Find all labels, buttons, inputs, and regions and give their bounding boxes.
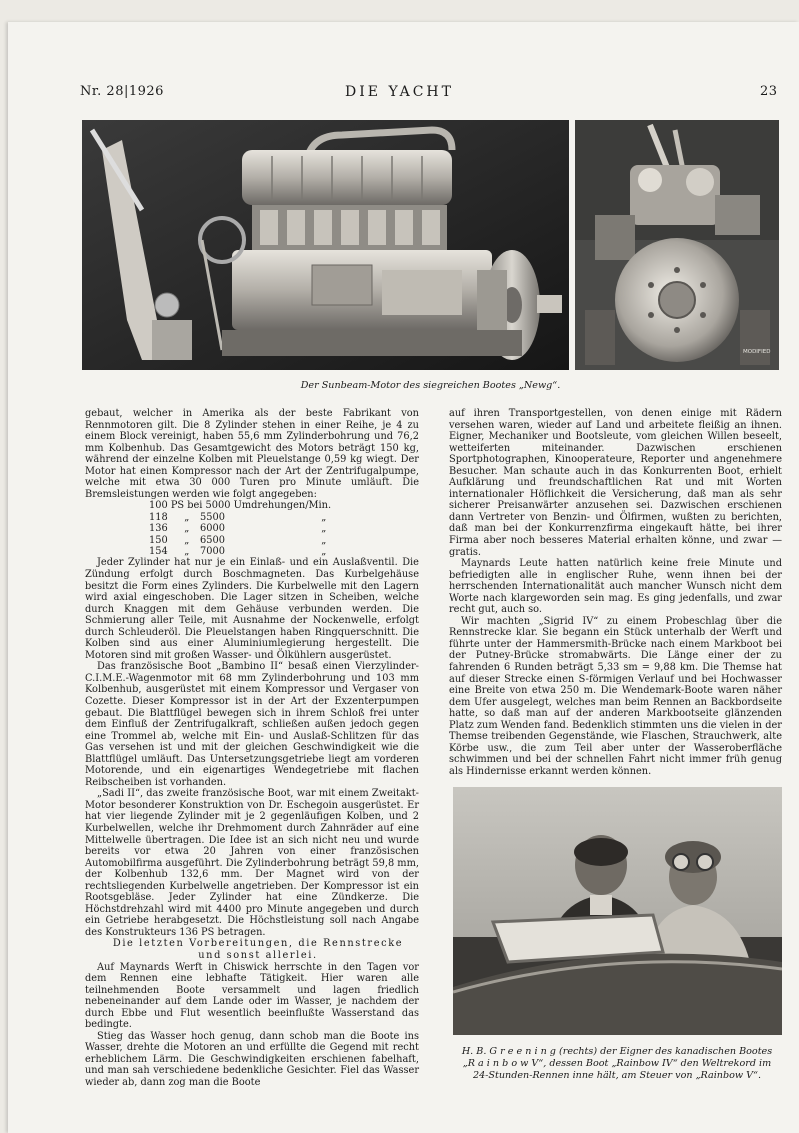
engine-side-photo: [82, 120, 569, 370]
paragraph: auf ihren Transportgestellen, von denen einige mit Rädern versehen waren, wieder auf Land und arbeitete fleißig an ihnen. Eigner, Mechaniker und Bootsleute, vom gleichen Willen beseelt, wetteiferten miteinander. Dazwischen erschienen Sportphotographen, Kinooperateure, Reporter und angenehmere Besucher. Man schaute auch in das Konkurrenten Boot, erhielt Aufklärung und freundschaftlichen Rat und mit Worten internationaler Höflichkeit die Versicherung, daß man als sehr sicherer Preisanwärter anzusehen sei. Dazwischen erschienen dann Vertreter von Benzin- und Ölfirmen, wußten zu berichten, daß man bei der Konkurrenzfirma eingekauft hätte, bei ihrer Firma aber noch besseres Material erhalten könne, und zwar — gratis.: [449, 408, 782, 558]
perf-ditto: „: [321, 523, 327, 535]
engine-caption: Der Sunbeam-Motor des siegreichen Bootes „Newg“.: [300, 380, 561, 391]
paragraph: „Sadi II“, das zweite französische Boot, war mit einem Zweitakt-Motor besonderer Konstruktion von Dr. Eschegoin ausgerüstet. Er hat vier liegende Zylinder mit je 2 gegenläufigen Kolben, und 2 Kurbelwellen, welche ihr Drehmoment durch Zahnräder auf eine Mittelwelle übertragen. Die Idee ist an sich nicht neu und wurde bereits vor etwa 20 Jahren von einer französischen Automobilfirma ausgeführt. Die Zylinderbohrung beträgt 59,8 mm, der Kolbenhub 132,6 mm. Der Magnet wird von der rechtsliegenden Kurbelwelle angetrieben. Der Kompressor ist ein Rootsgebläse. Jeder Zylinder hat eine Zündkerze. Die Höchstdrehzahl wird mit 4400 pro Minute angegeben und durch ein Getriebe herabgesetzt. Die Höchstleistung soll nach Angabe des Konstrukteurs 136 PS betragen.: [85, 788, 419, 938]
section-heading: Die letzten Vorbereitungen, die Rennstrecke: [112, 938, 404, 950]
boat-crew-illustration: [453, 787, 782, 1035]
engine-side-illustration: [82, 120, 569, 370]
perf-rpm: 6000: [200, 523, 225, 535]
perf-ps: 118: [149, 511, 168, 523]
table-row: [149, 512, 337, 523]
table-row: [149, 500, 337, 511]
photo-watermark: MODIFIED: [743, 349, 771, 355]
engine-front-photo: [575, 120, 779, 370]
performance-header: 100 PS bei 5000 Umdrehungen/Min.: [149, 500, 332, 512]
table-row: [149, 546, 337, 557]
engine-front-illustration: [575, 120, 779, 370]
table-row: [149, 523, 337, 534]
paragraph: Maynards Leute hatten natürlich keine freie Minute und befriedigten alle in englischer Ruhe, wenn ihnen bei der herrschenden Internationalität auch mancher Wunsch nicht dem Worte nach klargeworden sein mag. Es ging jedenfalls, und zwar recht gut, auch so.: [449, 558, 782, 616]
issue-number: Nr. 28|1926: [80, 84, 164, 99]
left-column: [85, 408, 419, 1089]
perf-ditto: „: [184, 546, 190, 557]
crew-caption-line: „R a i n b o w V“, dessen Boot „Rainbow IV“ den Weltrekord im: [462, 1058, 772, 1069]
paragraph: Wir machten „Sigrid IV“ zu einem Probeschlag über die Rennstrecke klar. Sie begann ein Stück unterhalb der Werft und führte unter der Hammersmith-Brücke nach einem Markboot bei der Putney-Brücke stromabwärts. Die Länge einer der zu fahrenden 6 Runden beträgt 5,33 sm = 9,88 km. Die Themse hat auf dieser Strecke einen S-förmigen Verlauf und bei Hochwasser eine Breite von etwa 250 m. Die Wendemark-Boote waren näher dem Ufer ausgelegt, welches man beim Rennen an Backbordseite hatte, so daß man auf der anderen Markbootseite glänzenden Platz zum Wenden fand. Bedenklich stimmten uns die vielen in der Themse treibenden Gegenstände, wie Flaschen, Strauchwerk, alte Körbe usw., die zum Teil aber unter der Wasseroberfläche schwimmen und bei der schnellen Fahrt nicht immer früh genug als Hindernisse erkannt werden können.: [449, 615, 782, 777]
performance-table: [149, 500, 337, 557]
crew-caption-line: H. B. G r e e n i n g (rechts) der Eigner des kanadischen Bootes: [461, 1046, 773, 1057]
section-heading: und sonst allerlei.: [198, 950, 318, 961]
crew-caption-line: 24-Stunden-Rennen inne hält, am Steuer von „Rainbow V“.: [472, 1070, 762, 1081]
paragraph: Auf Maynards Werft in Chiswick herrschte in den Tagen vor dem Rennen eine lebhafte Tätigkeit. Hier waren alle teilnehmenden Boote versammelt und lagen friedlich nebeneinander auf dem Lande oder im Wasser, je nachdem der durch Ebbe und Flut wesentlich beeinflußte Wasserstand das bedingte.: [85, 961, 419, 1031]
perf-ditto: „: [184, 511, 190, 523]
right-column: [449, 408, 782, 778]
paragraph: Stieg das Wasser hoch genug, dann schob man die Boote ins Wasser, drehte die Motoren an und erfüllte die Gegend mit recht erheblichem Lärm. Die Geschwindigkeiten erschienen fabelhaft, und man sah verschiedene bedenkliche Gesichter. Fiel das Wasser wieder ab, dann zog man die Boote: [85, 1030, 419, 1089]
perf-ps: 154: [149, 546, 168, 557]
perf-rpm: 6500: [200, 534, 225, 546]
crew-caption: [449, 1046, 785, 1082]
table-row: [149, 535, 337, 546]
perf-rpm: 7000: [200, 546, 225, 557]
perf-ditto: „: [321, 546, 327, 557]
perf-ditto: „: [184, 523, 190, 535]
paragraph: Jeder Zylinder hat nur je ein Einlaß- und ein Auslaßventil. Die Zündung erfolgt durch Boschmagneten. Das Kurbelgehäuse besitzt die Form eines Zylinders. Die Kurbelwelle mit den Lagern wird axial eingeschoben. Die Lager sitzen in Scheiben, welche durch Knaggen mit dem Gehäuse verbunden werden. Die Schmierung aller Teile, mit Ausnahme der Nockenwelle, erfolgt durch Schleuderöl. Die Pleuelstangen haben Ringquerschnitt. Die Kolben sind aus einer Aluminiumlegierung hergestellt. Die Motoren sind mit großen Wasser- und Ölkühlern ausgerüstet.: [85, 557, 419, 661]
boat-crew-photo: [453, 787, 782, 1035]
perf-ditto: „: [321, 511, 327, 523]
perf-rpm: 5500: [200, 511, 225, 523]
page-number: 23: [760, 84, 778, 99]
perf-ditto: „: [184, 534, 190, 546]
perf-ps: 150: [149, 534, 168, 546]
perf-ditto: „: [321, 534, 327, 546]
perf-ps: 136: [149, 523, 168, 535]
paragraph: Das französische Boot „Bambino II“ besaß einen Vierzylinder-C.I.M.E.-Wagenmotor mit 68 mm Zylinderbohrung und 103 mm Kolbenhub, ausgerüstet mit einem Kompressor und Vergaser von Cozette. Dieser Kompressor ist in der Art der Exzenterpumpen gebaut. Die Blattflügel bewegen sich in ihrem Schloß frei unter dem Einfluß der Zentrifugalkraft, schließen außen jedoch gegen eine Trommel ab, welche mit Ein- und Auslaß-Schlitzen für das Gas versehen ist und mit der gleichen Geschwindigkeit wie die Blattflügel umläuft. Das Untersetzungsgetriebe liegt am vorderen Motorende, und ein eigenartiges Wendegetriebe mit flachen Reibscheiben ist vorhanden.: [85, 661, 419, 788]
magazine-title: DIE YACHT: [345, 84, 454, 100]
paragraph: gebaut, welcher in Amerika als der beste Fabrikant von Rennmotoren gilt. Die 8 Zylinder stehen in einer Reihe, je 4 zu einem Block vereinigt, haben 55,6 mm Zylinderbohrung und 76,2 mm Kolbenhub. Das Gesamtgewicht des Motors beträgt 150 kg, während der einzelne Kolben mit Pleuelstange 0,59 kg wiegt. Der Motor hat einen Kompressor nach der Art der Zentrifugalpumpe, welche mit etwa 30 000 Turen pro Minute umläuft. Die Bremsleistungen werden wie folgt angegeben:: [85, 408, 419, 500]
